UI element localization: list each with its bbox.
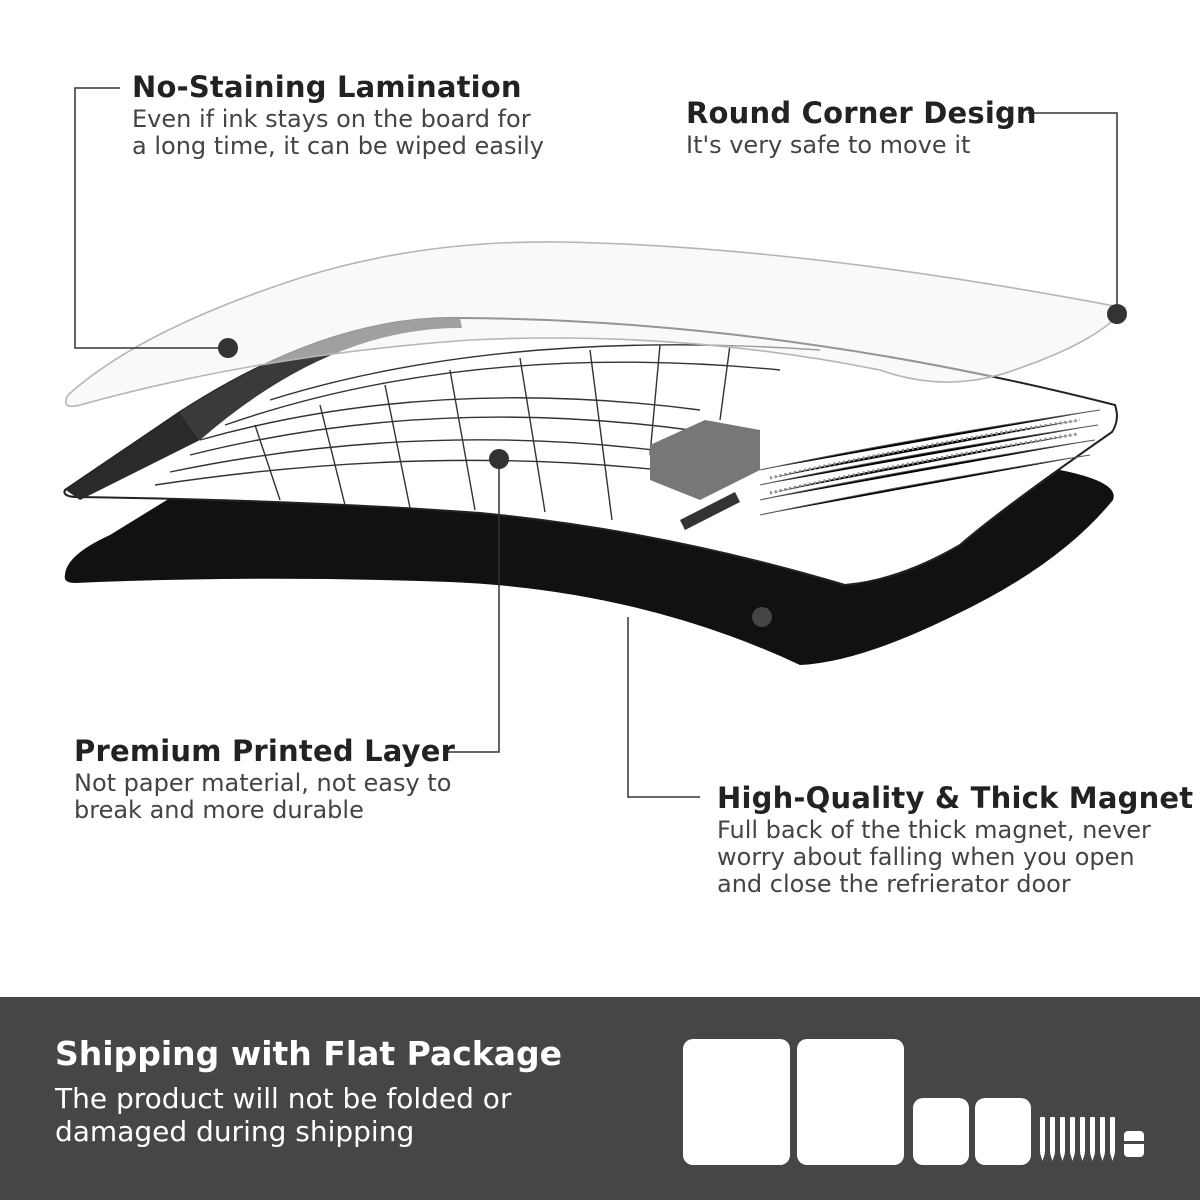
shipping-desc: The product will not be folded or damaged during shipping bbox=[55, 1082, 512, 1148]
corner-dot bbox=[1107, 304, 1127, 324]
magnet-title: High-Quality & Thick Magnet bbox=[717, 781, 1194, 815]
small-board-icon bbox=[913, 1098, 969, 1165]
printed-desc: Not paper material, not easy to break and more durable bbox=[74, 769, 452, 824]
shipping-banner bbox=[0, 997, 1200, 1200]
large-board-icon-2 bbox=[797, 1039, 904, 1165]
corner-callout bbox=[686, 96, 1036, 159]
small-board-icon-2 bbox=[975, 1098, 1031, 1165]
printed-callout bbox=[74, 734, 454, 824]
corner-desc: It's very safe to move it bbox=[686, 131, 971, 159]
magnet-desc: Full back of the thick magnet, never worry about falling when you open and close the refrierator door bbox=[717, 816, 1151, 898]
lamination-dot bbox=[218, 338, 238, 358]
shipping-title: Shipping with Flat Package bbox=[55, 1034, 563, 1073]
lamination-title: No-Staining Lamination bbox=[132, 70, 522, 104]
magnet-callout bbox=[717, 781, 1194, 898]
printed-dot bbox=[489, 449, 509, 469]
lamination-callout bbox=[132, 70, 552, 160]
magnet-dot bbox=[752, 607, 772, 627]
markers-eraser-icon bbox=[1038, 1109, 1148, 1169]
corner-title: Round Corner Design bbox=[686, 96, 1037, 130]
large-board-icon bbox=[683, 1039, 790, 1165]
lamination-desc: Even if ink stays on the board for a long time, it can be wiped easily bbox=[132, 105, 544, 160]
printed-title: Premium Printed Layer bbox=[74, 734, 456, 768]
